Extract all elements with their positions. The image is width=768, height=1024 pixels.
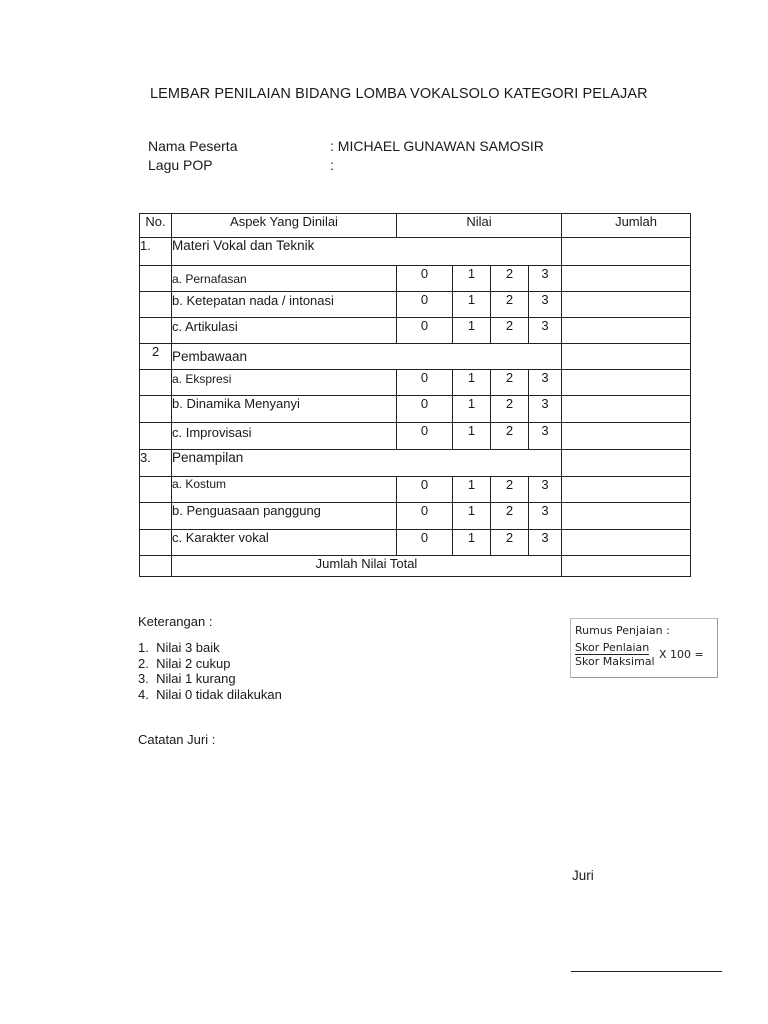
keterangan-item: 1. Nilai 3 baik <box>138 640 220 655</box>
jumlah-cell[interactable] <box>562 266 691 292</box>
score-option[interactable]: 1 <box>453 318 491 344</box>
item-label: b. Ketepatan nada / intonasi <box>172 292 397 318</box>
keterangan-title: Keterangan : <box>138 614 213 629</box>
jumlah-cell[interactable] <box>562 292 691 318</box>
score-option[interactable]: 3 <box>529 318 562 344</box>
total-value-cell[interactable] <box>562 556 691 577</box>
score-option[interactable]: 1 <box>453 370 491 396</box>
table-row <box>140 370 691 396</box>
score-option[interactable]: 0 <box>397 370 453 396</box>
jumlah-cell[interactable] <box>562 450 691 477</box>
score-option[interactable]: 0 <box>397 396 453 423</box>
total-label: Jumlah Nilai Total <box>172 556 562 577</box>
catatan-juri-label: Catatan Juri : <box>138 732 216 747</box>
score-option[interactable]: 2 <box>491 503 529 530</box>
jumlah-cell[interactable] <box>562 396 691 423</box>
page-title: LEMBAR PENILAIAN BIDANG LOMBA VOKALSOLO KATEGORI PELAJAR <box>150 86 648 102</box>
jumlah-cell[interactable] <box>562 344 691 370</box>
score-option[interactable]: 1 <box>453 477 491 503</box>
participant-name-value: : MICHAEL GUNAWAN SAMOSIR <box>330 138 544 154</box>
section-number: 1. <box>140 238 172 266</box>
song-label: Lagu POP <box>148 157 213 173</box>
jumlah-cell[interactable] <box>562 423 691 450</box>
header-jumlah: Jumlah <box>562 214 691 238</box>
jumlah-cell[interactable] <box>562 370 691 396</box>
formula-numerator: Skor Penlaian <box>575 641 650 654</box>
score-option[interactable]: 3 <box>529 266 562 292</box>
score-option[interactable]: 1 <box>453 530 491 556</box>
jumlah-cell[interactable] <box>562 530 691 556</box>
score-table <box>139 213 691 577</box>
section-title: Penampilan <box>172 450 562 477</box>
item-label: a. Ekspresi <box>172 370 397 396</box>
score-option[interactable]: 2 <box>491 530 529 556</box>
score-option[interactable]: 1 <box>453 266 491 292</box>
table-row <box>140 292 691 318</box>
table-row <box>140 266 691 292</box>
section-number: 3. <box>140 450 172 477</box>
participant-name-label: Nama Peserta <box>148 138 238 154</box>
score-option[interactable]: 3 <box>529 423 562 450</box>
header-nilai: Nilai <box>397 214 562 238</box>
score-option[interactable]: 2 <box>491 370 529 396</box>
keterangan-item: 2. Nilai 2 cukup <box>138 656 231 671</box>
total-row <box>140 556 691 577</box>
section-number: 2 <box>140 344 172 370</box>
jumlah-cell[interactable] <box>562 238 691 266</box>
item-label: c. Improvisasi <box>172 423 397 450</box>
jumlah-cell[interactable] <box>562 318 691 344</box>
jumlah-cell[interactable] <box>562 477 691 503</box>
score-option[interactable]: 0 <box>397 423 453 450</box>
section-title: Materi Vokal dan Teknik <box>172 238 562 266</box>
item-label: a. Kostum <box>172 477 397 503</box>
score-option[interactable]: 1 <box>453 423 491 450</box>
formula-multiplier: X 100 = <box>659 648 704 661</box>
formula-denominator: Skor Maksimal <box>575 655 655 668</box>
score-option[interactable]: 3 <box>529 292 562 318</box>
score-option[interactable]: 2 <box>491 477 529 503</box>
score-option[interactable]: 1 <box>453 396 491 423</box>
section-row <box>140 450 691 477</box>
score-option[interactable]: 1 <box>453 503 491 530</box>
table-row <box>140 423 691 450</box>
score-option[interactable]: 3 <box>529 503 562 530</box>
table-row <box>140 318 691 344</box>
score-option[interactable]: 2 <box>491 423 529 450</box>
header-aspek: Aspek Yang Dinilai <box>172 214 397 238</box>
score-option[interactable]: 3 <box>529 477 562 503</box>
item-label: b. Dinamika Menyanyi <box>172 396 397 423</box>
score-option[interactable]: 2 <box>491 318 529 344</box>
score-option[interactable]: 2 <box>491 396 529 423</box>
score-option[interactable]: 0 <box>397 292 453 318</box>
formula-title: Rumus Penjaian : <box>575 624 670 637</box>
score-option[interactable]: 0 <box>397 318 453 344</box>
keterangan-item: 3. Nilai 1 kurang <box>138 671 236 686</box>
section-row <box>140 344 691 370</box>
item-label: a. Pernafasan <box>172 266 397 292</box>
score-option[interactable]: 1 <box>453 292 491 318</box>
score-option[interactable]: 3 <box>529 530 562 556</box>
jumlah-cell[interactable] <box>562 503 691 530</box>
table-row <box>140 477 691 503</box>
item-label: c. Artikulasi <box>172 318 397 344</box>
score-option[interactable]: 3 <box>529 370 562 396</box>
score-option[interactable]: 2 <box>491 292 529 318</box>
item-label: b. Penguasaan panggung <box>172 503 397 530</box>
score-option[interactable]: 2 <box>491 266 529 292</box>
juri-label: Juri <box>572 868 594 883</box>
score-option[interactable]: 0 <box>397 530 453 556</box>
song-value: : <box>330 157 334 173</box>
score-option[interactable]: 0 <box>397 266 453 292</box>
section-title: Pembawaan <box>172 344 562 370</box>
score-option[interactable]: 0 <box>397 477 453 503</box>
item-label: c. Karakter vokal <box>172 530 397 556</box>
table-row <box>140 530 691 556</box>
table-row <box>140 396 691 423</box>
table-header-row <box>140 214 691 238</box>
formula-box <box>570 618 718 678</box>
signature-line <box>571 971 722 972</box>
table-row <box>140 503 691 530</box>
score-option[interactable]: 0 <box>397 503 453 530</box>
section-row <box>140 238 691 266</box>
header-no: No. <box>140 214 172 238</box>
score-option[interactable]: 3 <box>529 396 562 423</box>
keterangan-item: 4. Nilai 0 tidak dilakukan <box>138 687 282 702</box>
